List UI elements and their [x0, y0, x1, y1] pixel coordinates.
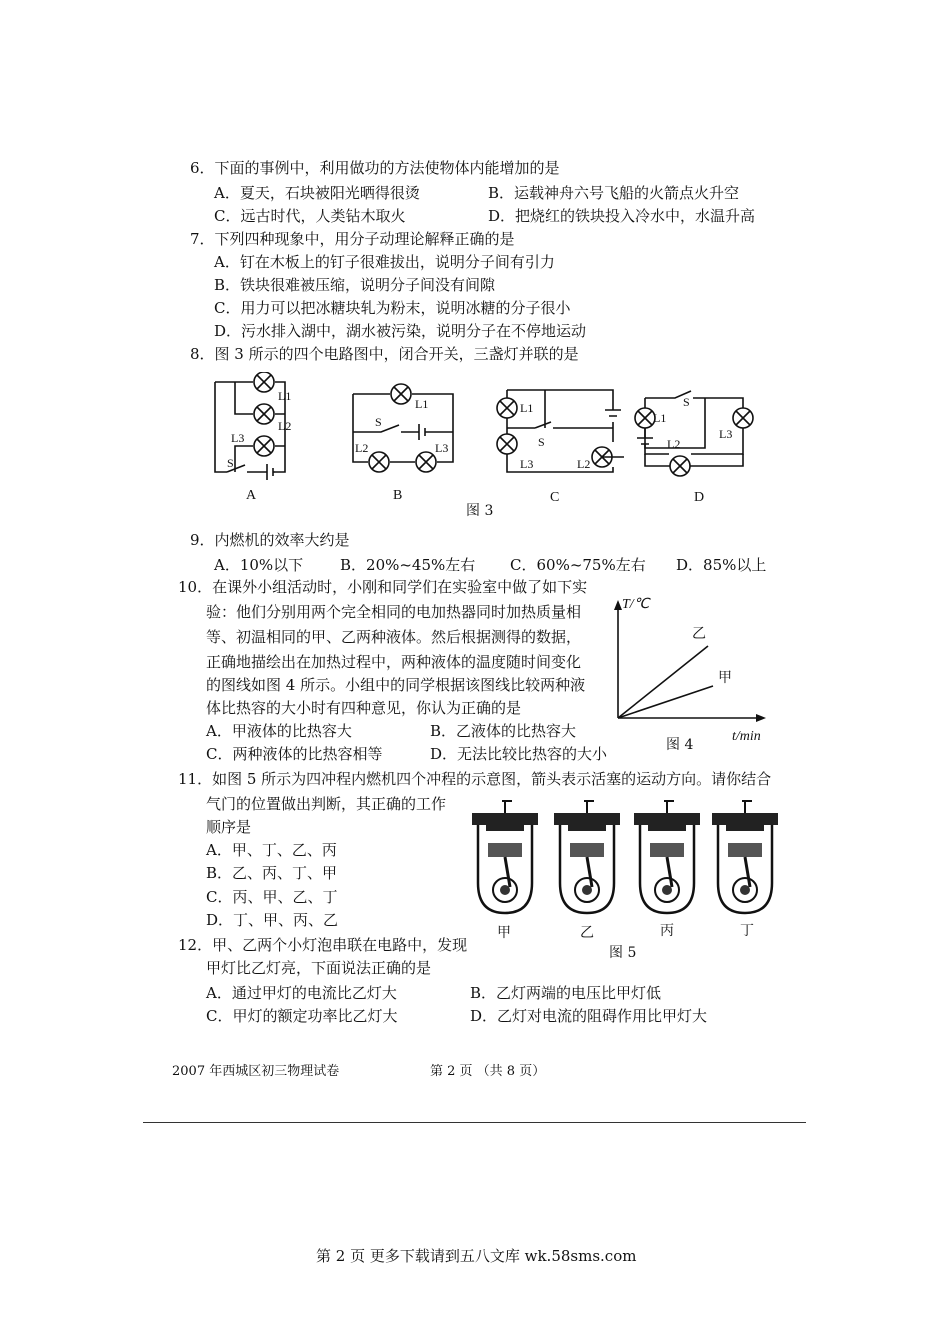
divider: [143, 1122, 806, 1123]
q12-option-c: C．甲灯的额定功率比乙灯大: [206, 1007, 398, 1025]
label-l2-c: L2: [577, 457, 591, 471]
q10-line-1: 10．在课外小组活动时，小刚和同学们在实验室中做了如下实: [178, 578, 588, 596]
label-l2-b: L2: [355, 441, 369, 455]
q6-stem: 6．下面的事例中，利用做功的方法使物体内能增加的是: [190, 159, 560, 177]
label-l2-d: L2: [667, 437, 681, 451]
graph-line-jia: 甲: [718, 671, 732, 686]
engine-label-ding: 丁: [740, 923, 754, 939]
q7-stem: 7．下列四种现象中，用分子动理论解释正确的是: [190, 230, 515, 248]
page-number-footer: 第 2 页 （共 8 页）: [430, 1064, 546, 1079]
circuit-b: [353, 384, 453, 472]
q10-line-6: 体比热容的大小时有四种意见，你认为正确的是: [206, 699, 522, 717]
label-l1-c: L1: [520, 401, 534, 415]
q7-option-c: C．用力可以把冰糖块轧为粉末，说明冰糖的分子很小: [214, 299, 571, 317]
q6-option-c: C．远古时代，人类钻木取火: [214, 207, 406, 225]
q10-line-2: 验：他们分别用两个完全相同的电加热器同时加热质量相: [206, 603, 582, 621]
q10-option-b: B．乙液体的比热容大: [430, 722, 577, 740]
label-s-a: S: [227, 456, 234, 470]
graph-line-yi: 乙: [692, 627, 706, 642]
q9-option-d: D．85%以上: [676, 556, 767, 574]
q12-option-d: D．乙灯对电流的阻碍作用比甲灯大: [470, 1007, 708, 1025]
figure-4-graph: [608, 590, 778, 750]
label-l3-a: L3: [231, 431, 245, 445]
label-l1-d: L1: [653, 411, 667, 425]
q9-option-c: C．60%~75%左右: [510, 556, 646, 574]
circuit-label-b: B: [393, 488, 403, 503]
q9-option-b: B．20%~45%左右: [340, 556, 476, 574]
circuit-label-d: D: [694, 490, 705, 505]
label-l3-c: L3: [520, 457, 534, 471]
circuit-d: [635, 391, 753, 476]
engine-jia: [472, 801, 538, 913]
q11-line-2: 气门的位置做出判断，其正确的工作: [206, 795, 447, 813]
q11-option-b: B．乙、丙、丁、甲: [206, 864, 338, 882]
label-s-b: S: [375, 415, 382, 429]
engine-label-yi: 乙: [580, 925, 594, 941]
figure-4-caption: 图 4: [666, 737, 694, 753]
q6-option-a: A．夏天，石块被阳光晒得很烫: [214, 184, 420, 202]
figure-5-caption: 图 5: [609, 945, 637, 961]
q11-option-c: C．丙、甲、乙、丁: [206, 888, 338, 906]
engine-ding: [712, 801, 778, 913]
q12-line-1: 12．甲、乙两个小灯泡串联在电路中，发现: [178, 936, 468, 954]
q11-line-1: 11．如图 5 所示为四冲程内燃机四个冲程的示意图，箭头表示活塞的运动方向。请你结合: [178, 770, 772, 788]
q11-option-d: D．丁、甲、丙、乙: [206, 911, 339, 929]
figure-3-caption: 图 3: [466, 503, 494, 519]
q9-option-a: A．10%以下: [214, 556, 304, 574]
graph-y-label: T/℃: [622, 597, 650, 612]
circuit-label-c: C: [550, 490, 560, 505]
engine-label-jia: 甲: [497, 925, 511, 941]
q12-line-2: 甲灯比乙灯亮，下面说法正确的是: [206, 959, 432, 977]
q10-line-4: 正确地描绘出在加热过程中，两种液体的温度随时间变化: [206, 653, 582, 671]
q11-option-a: A．甲、丁、乙、丙: [206, 841, 337, 859]
q6-option-b: B．运载神舟六号飞船的火箭点火升空: [488, 184, 740, 202]
label-l1-a: L1: [278, 389, 292, 403]
q9-stem: 9．内燃机的效率大约是: [190, 531, 350, 549]
circuit-diagrams: [205, 372, 765, 502]
download-footer: 第 2 页 更多下载请到五八文库 wk.58sms.com: [316, 1247, 637, 1265]
q11-line-3: 顺序是: [206, 818, 252, 836]
q12-option-b: B．乙灯两端的电压比甲灯低: [470, 984, 662, 1002]
label-l3-b: L3: [435, 441, 449, 455]
q8-stem: 8．图 3 所示的四个电路图中，闭合开关，三盏灯并联的是: [190, 345, 579, 363]
label-s-d: S: [683, 395, 690, 409]
q10-option-d: D．无法比较比热容的大小: [430, 745, 608, 763]
q12-option-a: A．通过甲灯的电流比乙灯大: [206, 984, 397, 1002]
circuit-c: [497, 390, 624, 472]
circuit-label-a: A: [246, 488, 257, 503]
label-l2-a: L2: [278, 419, 292, 433]
engine-label-bing: 丙: [660, 923, 674, 939]
exam-title-footer: 2007 年西城区初三物理试卷: [172, 1064, 340, 1079]
label-l1-b: L1: [415, 397, 429, 411]
engine-bing: [634, 801, 700, 913]
label-s-c: S: [538, 435, 545, 449]
circuit-a: [215, 372, 285, 480]
engine-yi: [554, 801, 620, 913]
q10-line-5: 的图线如图 4 所示。小组中的同学根据该图线比较两种液: [206, 676, 586, 694]
q10-line-3: 等、初温相同的甲、乙两种液体。然后根据测得的数据，: [206, 628, 582, 646]
q7-option-b: B．铁块很难被压缩，说明分子间没有间隙: [214, 276, 496, 294]
q7-option-d: D．污水排入湖中，湖水被污染，说明分子在不停地运动: [214, 322, 587, 340]
q10-option-c: C．两种液体的比热容相等: [206, 745, 383, 763]
q10-option-a: A．甲液体的比热容大: [206, 722, 352, 740]
figure-5-engines: [466, 795, 786, 925]
q6-option-d: D．把烧红的铁块投入冷水中，水温升高: [488, 207, 756, 225]
label-l3-d: L3: [719, 427, 733, 441]
graph-x-label: t/min: [732, 729, 761, 744]
q7-option-a: A．钉在木板上的钉子很难拔出，说明分子间有引力: [214, 253, 555, 271]
